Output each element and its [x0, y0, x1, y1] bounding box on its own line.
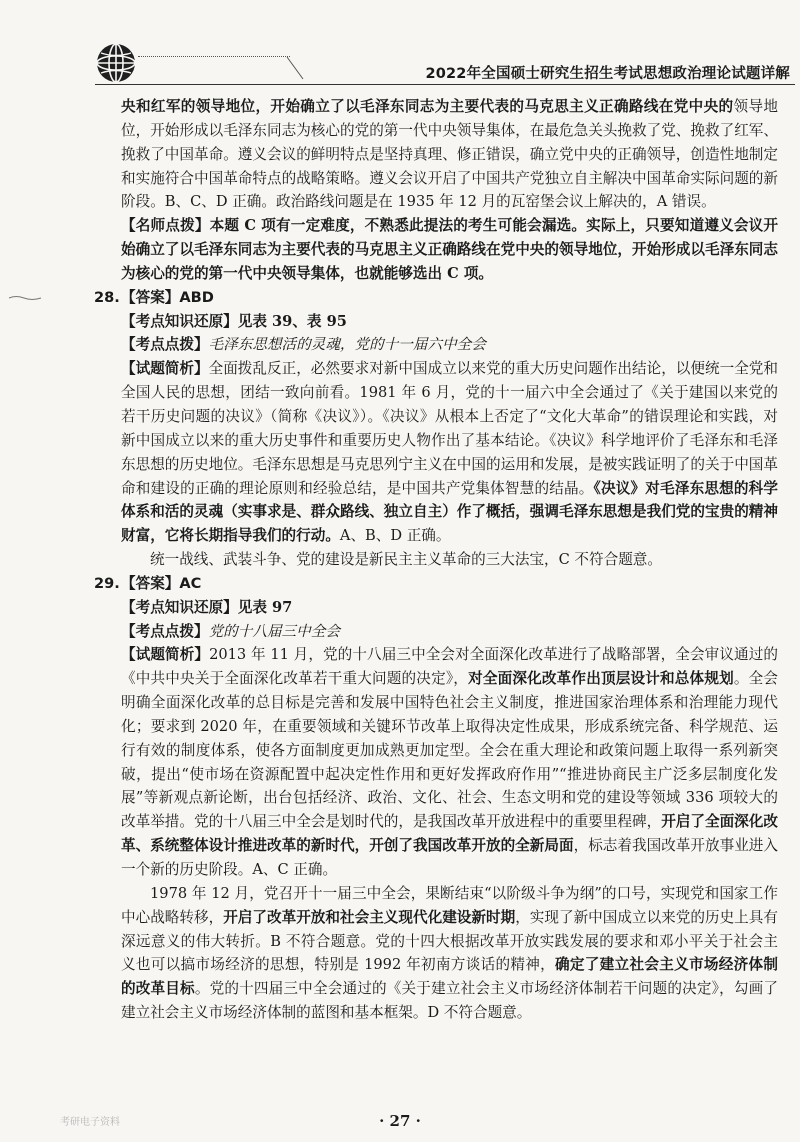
- header-dotted-line: [138, 56, 290, 57]
- italic-text: 毛泽东思想活的灵魂，党的十一届六中全会: [208, 336, 486, 354]
- paragraph: [0, 357, 800, 548]
- page-number: · 27 ·: [379, 1112, 421, 1130]
- body-text: ，标志着我国改革开放事业进入一个新的历史阶段。A、C 正确。: [121, 837, 778, 878]
- header-slant-line: [285, 56, 305, 80]
- paragraph: [0, 214, 800, 286]
- emphasis-text: 【考点知识还原】见表 39、表 95: [121, 312, 347, 330]
- body-text: 。党的十四届三中全会通过的《关于建立社会主义市场经济体制若干问题的决定》，勾画了建立社会主义市场经济体制的蓝图和基本框架。D 不符合题意。: [121, 980, 778, 1022]
- emphasis-text: 【考点点拨】: [121, 336, 209, 354]
- paragraph: [0, 620, 800, 644]
- body-text: 领导地位，开始形成以毛泽东同志为核心的党的第一代中央领导集体，在最危急关头挽救了党、挽救了红军、挽救了中国革命。遵义会议的鲜明特点是坚持真理、修正错误，确立党中央的正确领导，创造性地制定和实施符合中国革命特点的战略策略。遵义会议开启了中国共产党独立自主解决中国革命实际问题的新阶段。B、C、D 正确。政治路线问题是在 1935 年 12 月的瓦窑堡会议上解决的，A 错误。: [121, 98, 778, 211]
- header-rule: [95, 84, 795, 85]
- emphasis-text: 确定了建立社会主义市场经济体制的改革目标: [121, 956, 778, 998]
- question-answer-line: [0, 572, 800, 596]
- emphasis-text: 【名师点拨】本题 C 项有一定难度，不熟悉此提法的考生可能会漏选。实际上，只要知道遵义会议开始确立了以毛泽东同志为主要代表的马克思主义正确路线在党中央的领导地位，开始形成以毛泽东同志为核心的党的第一代中央领导集体，也就能够选出 C 项。: [121, 217, 778, 282]
- paragraph: [0, 596, 800, 620]
- body-text: 。全会明确全面深化改革的总目标是完善和发展中国特色社会主义制度，推进国家治理体系和治理能力现代化；要求到 2020 年，在重要领域和关键环节改革上取得决定性成果，形成系统完备、科学规范、运行有效的制度体系，使各方面制度更加成熟更加定型。全会在重大理论和政策问题上取得一系列新突破，提出“使市场在资源配置中起决定性作用和更好发挥政府作用”“推进协商民主广泛多层制度化发展”等新观点新论断，出台包括经济、政治、文化、社会、生态文明和党的建设等领域 336 项较大的改革举措。党的十八届三中全会是划时代的，是我国改革开放进程中的重要里程碑，: [121, 670, 778, 831]
- footer-watermark-text: 考研电子资料: [60, 1117, 120, 1128]
- emphasis-text: 央和红军的领导地位，开始确立了以毛泽东同志为主要代表的马克思主义正确路线在党中央的: [121, 98, 734, 115]
- emphasis-text: 【试题简析】: [121, 646, 210, 664]
- header-title: 2022年全国硕士研究生招生考试思想政治理论试题详解: [425, 66, 790, 82]
- question-number: 28.: [94, 288, 120, 306]
- paragraph: [0, 310, 800, 334]
- paragraph: [0, 643, 800, 881]
- emphasis-text: 对全面深化改革作出顶层设计和总体规划: [468, 670, 734, 688]
- body-text: 全面拨乱反正，必然要求对新中国成立以来党的重大历史问题作出结论，以便统一全党和全国人民的思想，团结一致向前看。1981 年 6 月，党的十一届六中全会通过了《关于建国以来党的若干历史问题的决议》（简称《决议》）。《决议》从根本上否定了“文化大革命”的错误理论和实践，对新中国成立以来的重大历史事件和重要历史人物作出了基本结论。《决议》科学地评价了毛泽东和毛泽东思想的历史地位。毛泽东思想是马克思列宁主义在中国的运用和发展，是被实践证明了的关于中国革命和建设的正确的理论原则和经验总结，是中国共产党集体智慧的结晶。: [121, 360, 778, 497]
- body-text: 1978 年 12 月，党召开十一届三中全会，果断结束“以阶级斗争为纲”的口号，实现党和国家工作中心战略转移，: [121, 884, 778, 926]
- paragraph: [0, 548, 800, 572]
- emphasis-text: 【考点点拨】: [121, 622, 209, 640]
- body-text: A、B、D 正确。: [339, 527, 451, 545]
- emphasis-text: 《决议》对毛泽东思想的科学体系和活的灵魂（实事求是、群众路线、独立自主）作了概括，强调毛泽东思想是我们党的宝贵的精神财富，它将长期指导我们的行动。: [121, 479, 778, 545]
- answer-content: [0, 95, 800, 1025]
- paragraph: [0, 882, 800, 1025]
- globe-logo-icon: [95, 42, 137, 84]
- emphasis-text: 开启了改革开放和社会主义现代化建设新时期: [223, 908, 516, 926]
- answer-label: 【答案】ABD: [121, 288, 214, 306]
- italic-text: 党的十八届三中全会: [208, 622, 340, 640]
- answer-label: 【答案】AC: [121, 574, 202, 592]
- question-number: 29.: [94, 574, 120, 592]
- body-text: 统一战线、武装斗争、党的建设是新民主主义革命的三大法宝，C 不符合题意。: [150, 551, 662, 569]
- emphasis-text: 【试题简析】: [121, 360, 209, 378]
- page-header: [0, 0, 800, 92]
- paragraph: [0, 95, 800, 214]
- question-answer-line: [0, 286, 800, 310]
- emphasis-text: 开启了全面深化改革、系统整体设计推进改革的新时代，开创了我国改革开放的全新局面: [121, 813, 778, 855]
- paragraph: [0, 333, 800, 357]
- body-text: ，实现了新中国成立以来党的历史上具有深远意义的伟大转折。B 不符合题意。党的十四大根据改革开放实践发展的要求和邓小平关于社会主义也可以搞市场经济的思想，特别是 1992 年初南方谈话的精神，: [121, 908, 778, 974]
- body-text: 2013 年 11 月，党的十八届三中全会对全面深化改革进行了战略部署，全会审议通过的《中共中央关于全面深化改革若干重大问题的决定》，: [121, 646, 778, 688]
- emphasis-text: 【考点知识还原】见表 97: [121, 598, 293, 616]
